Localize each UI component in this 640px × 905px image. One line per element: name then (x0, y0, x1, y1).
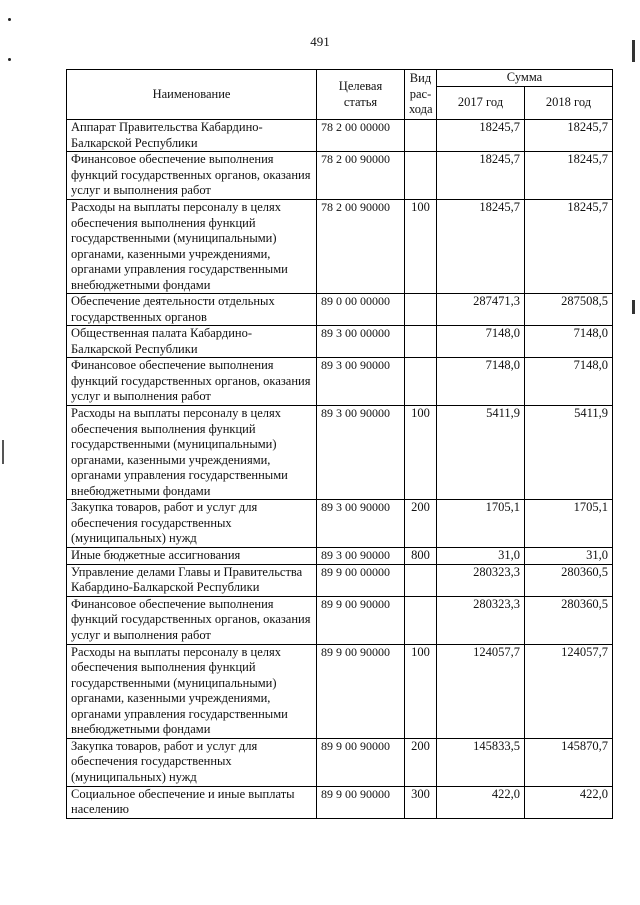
row-expense-type: 200 (405, 500, 437, 548)
scan-mark (8, 58, 11, 61)
row-name: Закупка товаров, работ и услуг для обеспечения государственных (муниципальных) нужд (67, 500, 317, 548)
row-sum-2017: 1705,1 (437, 500, 525, 548)
table-row (67, 200, 613, 294)
row-target-code: 89 3 00 90000 (317, 500, 405, 548)
row-target-code: 89 9 00 00000 (317, 564, 405, 596)
row-target-code: 89 9 00 90000 (317, 738, 405, 786)
row-target-code: 89 9 00 90000 (317, 786, 405, 818)
row-name: Управление делами Главы и Правительства Кабардино-Балкарской Республики (67, 564, 317, 596)
row-sum-2017: 280323,3 (437, 564, 525, 596)
header-year-2017: 2017 год (437, 87, 525, 120)
row-sum-2017: 18245,7 (437, 200, 525, 294)
table-row (67, 786, 613, 818)
header-name: Наименование (67, 70, 317, 120)
row-sum-2017: 31,0 (437, 548, 525, 565)
row-sum-2018: 287508,5 (525, 294, 613, 326)
row-expense-type (405, 120, 437, 152)
row-name: Расходы на выплаты персоналу в целях обеспечения выполнения функций государственными (муниципальными) органами, казенными учреждениями, органами управления государственными внебюджетными фондами (67, 406, 317, 500)
row-sum-2018: 18245,7 (525, 152, 613, 200)
row-name: Финансовое обеспечение выполнения функций государственных органов, оказания услуг и выполнения работ (67, 358, 317, 406)
row-sum-2017: 7148,0 (437, 326, 525, 358)
table-row (67, 294, 613, 326)
row-target-code: 89 9 00 90000 (317, 596, 405, 644)
row-expense-type: 300 (405, 786, 437, 818)
row-expense-type: 100 (405, 406, 437, 500)
row-name: Расходы на выплаты персоналу в целях обеспечения выполнения функций государственными (муниципальными) органами, казенными учреждениями, органами управления государственными внебюджетными фондами (67, 200, 317, 294)
header-code: Целевая статья (317, 70, 405, 120)
row-expense-type (405, 294, 437, 326)
row-sum-2017: 422,0 (437, 786, 525, 818)
row-target-code: 89 3 00 90000 (317, 358, 405, 406)
row-target-code: 78 2 00 90000 (317, 200, 405, 294)
row-target-code: 89 3 00 90000 (317, 548, 405, 565)
row-sum-2017: 145833,5 (437, 738, 525, 786)
row-target-code: 78 2 00 00000 (317, 120, 405, 152)
row-expense-type (405, 152, 437, 200)
table-row (67, 120, 613, 152)
table-row (67, 326, 613, 358)
table-body (67, 120, 613, 819)
table-row (67, 406, 613, 500)
row-sum-2018: 280360,5 (525, 564, 613, 596)
row-sum-2018: 124057,7 (525, 644, 613, 738)
table-header-row (67, 70, 613, 87)
row-name: Финансовое обеспечение выполнения функций государственных органов, оказания услуг и выполнения работ (67, 596, 317, 644)
row-expense-type (405, 358, 437, 406)
row-expense-type (405, 326, 437, 358)
table-row (67, 644, 613, 738)
row-sum-2018: 18245,7 (525, 120, 613, 152)
row-sum-2017: 280323,3 (437, 596, 525, 644)
row-sum-2018: 7148,0 (525, 326, 613, 358)
row-expense-type (405, 596, 437, 644)
row-sum-2018: 145870,7 (525, 738, 613, 786)
table-row (67, 358, 613, 406)
row-name: Общественная палата Кабардино-Балкарской Республики (67, 326, 317, 358)
row-target-code: 89 3 00 90000 (317, 406, 405, 500)
header-type: Вид рас-хода (405, 70, 437, 120)
row-name: Обеспечение деятельности отдельных государственных органов (67, 294, 317, 326)
row-sum-2018: 7148,0 (525, 358, 613, 406)
table-row (67, 500, 613, 548)
row-sum-2018: 31,0 (525, 548, 613, 565)
row-sum-2017: 5411,9 (437, 406, 525, 500)
budget-table (66, 69, 613, 819)
row-name: Закупка товаров, работ и услуг для обеспечения государственных (муниципальных) нужд (67, 738, 317, 786)
row-name: Аппарат Правительства Кабардино-Балкарской Республики (67, 120, 317, 152)
row-sum-2018: 280360,5 (525, 596, 613, 644)
row-sum-2017: 18245,7 (437, 120, 525, 152)
row-name: Расходы на выплаты персоналу в целях обеспечения выполнения функций государственными (муниципальными) органами, казенными учреждениями, органами управления государственными внебюджетными фондами (67, 644, 317, 738)
row-target-code: 89 3 00 00000 (317, 326, 405, 358)
table-row (67, 564, 613, 596)
scan-edge-mark (632, 300, 635, 314)
row-sum-2017: 7148,0 (437, 358, 525, 406)
row-expense-type: 100 (405, 200, 437, 294)
scan-edge-mark (2, 440, 4, 464)
row-name: Социальное обеспечение и иные выплаты населению (67, 786, 317, 818)
scan-mark (8, 18, 11, 21)
row-target-code: 89 9 00 90000 (317, 644, 405, 738)
row-sum-2018: 5411,9 (525, 406, 613, 500)
row-expense-type: 200 (405, 738, 437, 786)
row-sum-2017: 124057,7 (437, 644, 525, 738)
header-year-2018: 2018 год (525, 87, 613, 120)
row-expense-type: 800 (405, 548, 437, 565)
table-row (67, 596, 613, 644)
row-target-code: 89 0 00 00000 (317, 294, 405, 326)
page-number: 491 (310, 34, 330, 49)
row-expense-type (405, 564, 437, 596)
row-target-code: 78 2 00 90000 (317, 152, 405, 200)
table-row (67, 548, 613, 565)
table-row (67, 152, 613, 200)
row-name: Финансовое обеспечение выполнения функций государственных органов, оказания услуг и выполнения работ (67, 152, 317, 200)
header-sum: Сумма (437, 70, 613, 87)
table-row (67, 738, 613, 786)
row-sum-2018: 18245,7 (525, 200, 613, 294)
row-sum-2017: 18245,7 (437, 152, 525, 200)
row-sum-2018: 1705,1 (525, 500, 613, 548)
row-sum-2018: 422,0 (525, 786, 613, 818)
row-expense-type: 100 (405, 644, 437, 738)
row-name: Иные бюджетные ассигнования (67, 548, 317, 565)
row-sum-2017: 287471,3 (437, 294, 525, 326)
